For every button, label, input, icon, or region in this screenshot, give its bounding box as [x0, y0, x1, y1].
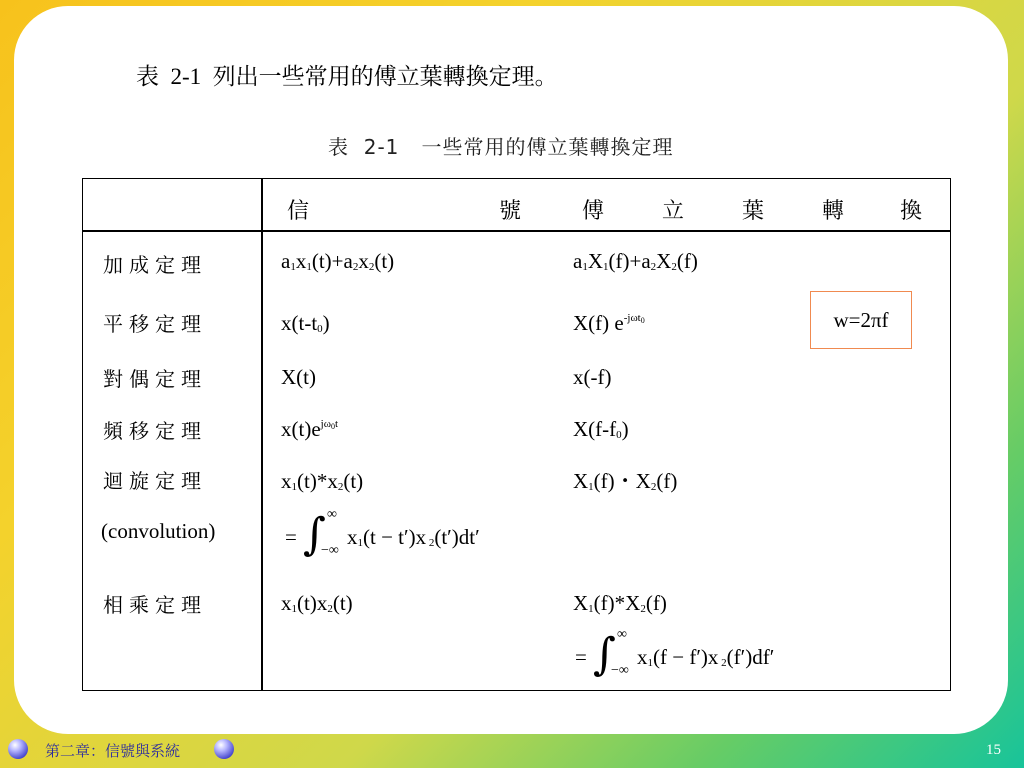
header-signal-char-1: 信: [287, 199, 310, 224]
row-label-duality: 對偶定理: [103, 367, 207, 391]
header-fourier-char-2: 立: [662, 199, 685, 224]
signal-linearity: $a_1x_1(t)+a_2x_2(t)$: [281, 249, 395, 273]
column-divider: [261, 179, 263, 690]
header-fourier-char-4: 轉: [822, 199, 845, 224]
row-label-convolution: 迴旋定理: [103, 469, 207, 493]
fourier-duality: x(-f): [573, 365, 612, 389]
slide-heading: 表 2-1 列出一些常用的傅立葉轉換定理。: [136, 64, 558, 89]
multiplication-integral: = ∫ ∞ −∞ $x_1(f - f')x$ $_2$(f′)df′: [575, 627, 775, 680]
signal-convolution: $x_1(t)*x_2(t)$: [281, 469, 364, 493]
header-fourier-char-1: 傅: [582, 199, 605, 224]
header-fourier-char-5: 換: [900, 199, 923, 224]
fourier-multiplication: $X_1(f)*X_2(f)$: [573, 591, 667, 615]
row-label-time-shift: 平移定理: [103, 312, 207, 336]
fourier-convolution: $X_1(f)$・$X_2(f)$: [573, 469, 678, 493]
fourier-freq-shift: $X(f-f_0)$: [573, 417, 629, 441]
slide-footer: [0, 734, 1024, 768]
header-fourier-char-3: 葉: [742, 199, 765, 224]
header-divider: [83, 230, 950, 232]
fourier-time-shift: X(f) $e^{-j\omega t_0}$: [573, 311, 645, 335]
bullet-orb-icon: [8, 739, 28, 759]
signal-multiplication: $x_1(t)x_2(t)$: [281, 591, 353, 615]
row-label-multiplication: 相乘定理: [103, 593, 207, 617]
signal-duality: X(t): [281, 365, 316, 389]
convolution-integral: = ∫ ∞ −∞ $x_1(t - t')x$ $_2$(t′)dt′: [285, 507, 480, 560]
row-label-freq-shift: 頻移定理: [103, 419, 207, 443]
fourier-linearity: $a_1X_1(f)+a_2X_2(f)$: [573, 249, 698, 273]
chapter-label: 第二章：信號與系統: [45, 742, 181, 760]
table-caption: 表 2-1 一些常用的傅立葉轉換定理: [328, 135, 674, 159]
signal-freq-shift: $x(t)e^{j\omega_0t}$: [281, 417, 339, 441]
signal-time-shift: $x(t-t_0)$: [281, 311, 330, 335]
header-signal-char-2: 號: [499, 199, 522, 224]
page-number: 15: [986, 742, 1001, 758]
bullet-orb-icon: [214, 739, 234, 759]
omega-definition-box: w=2πf: [810, 291, 912, 349]
fourier-theorems-table: [82, 178, 951, 691]
row-label-convolution-en: (convolution): [101, 519, 216, 543]
row-label-linearity: 加成定理: [103, 253, 207, 277]
